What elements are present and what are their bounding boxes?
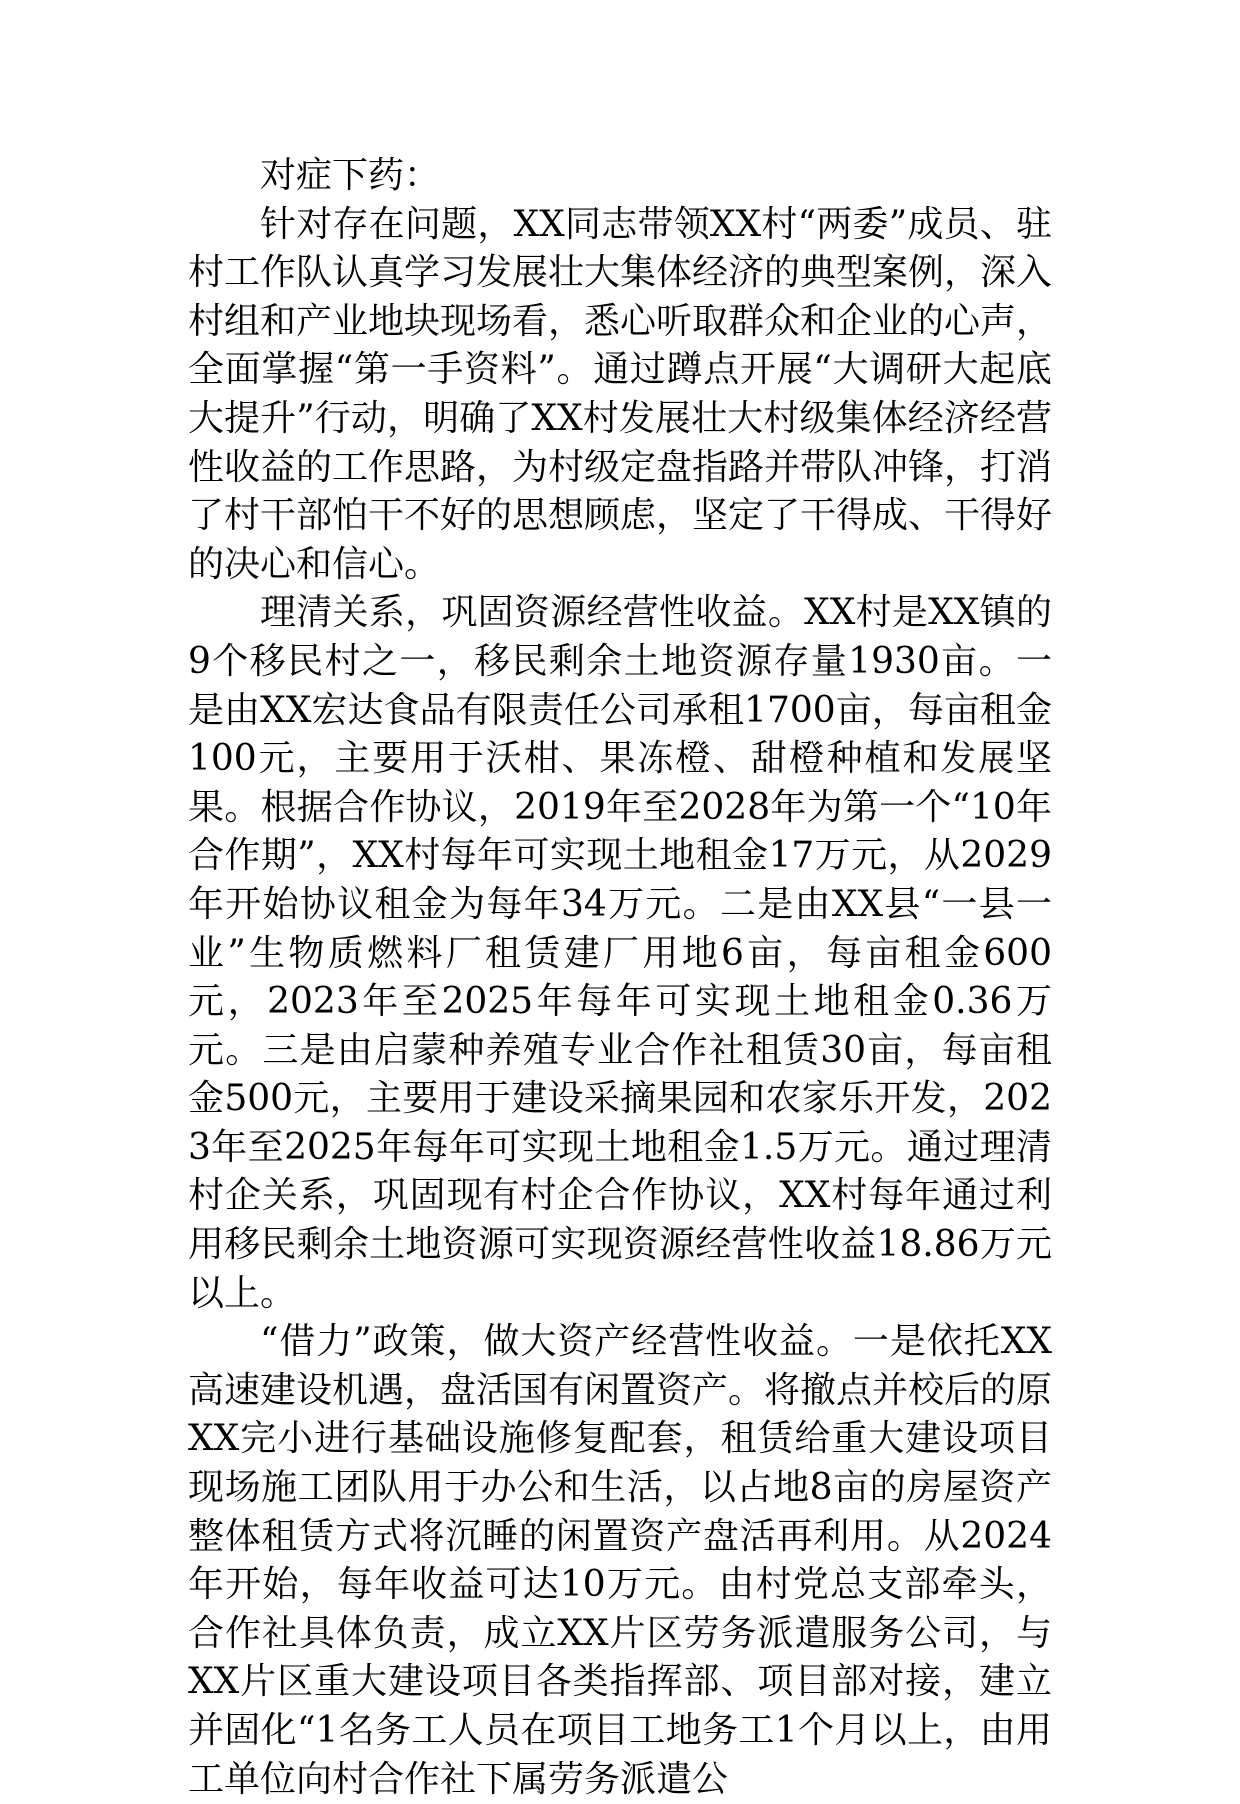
paragraph-heading: 对症下药： (260, 155, 441, 196)
paragraph-asset-income: “借力”政策，做大资产经营性收益。一是依托XX高速建设机遇，盘活国有闲置资产。将撤点并校后的原XX完小进行基础设施修复配套，租赁给重大建设项目现场施工团队用于办公和生活，以占地8亩的房屋资产整体租赁方式将沉睡的闲置资产盘活再利用。从2024年开始，每年收益可达10万元。由村党总支部牵头，合作社具体负责，成立XX片区劳务派遣服务公司，与XX片区重大建设项目各类指挥部、项目部对接，建立并固化“1名务工人员在项目工地务工1个月以上，由用工单位向村合作社下属劳务派遣公 (188, 1321, 1053, 1800)
paragraph-intro: 针对存在问题，XX同志带领XX村“两委”成员、驻村工作队认真学习发展壮大集体经济的典型案例，深入村组和产业地块现场看，悉心听取群众和企业的心声，全面掌握“第一手资料”。通过蹲点开展“大调研大起底大提升”行动，明确了XX村发展壮大村级集体经济经营性收益的工作思路，为村级定盘指路并带队冲锋，打消了村干部怕干不好的思想顾虑，坚定了干得成、干得好的决心和信心。 (188, 203, 1053, 585)
document-body (188, 152, 1052, 1804)
paragraph-resource-income: 理清关系，巩固资源经营性收益。XX村是XX镇的9个移民村之一，移民剩余土地资源存量1930亩。一是由XX宏达食品有限责任公司承租1700亩，每亩租金100元，主要用于沃柑、果冻橙、甜橙种植和发展坚果。根据合作协议，2019年至2028年为第一个“10年合作期”，XX村每年可实现土地租金17万元，从2029年开始协议租金为每年34万元。二是由XX县“一县一业”生物质燃料厂租赁建厂用地6亩，每亩租金600元，2023年至2025年每年可实现土地租金0.36万元。三是由启蒙种养殖专业合作社租赁30亩，每亩租金500元，主要用于建设采摘果园和农家乐开发，2023年至2025年每年可实现土地租金1.5万元。通过理清村企关系，巩固现有村企合作协议，XX村每年通过利用移民剩余土地资源可实现资源经营性收益18.86万元以上。 (188, 592, 1052, 1314)
